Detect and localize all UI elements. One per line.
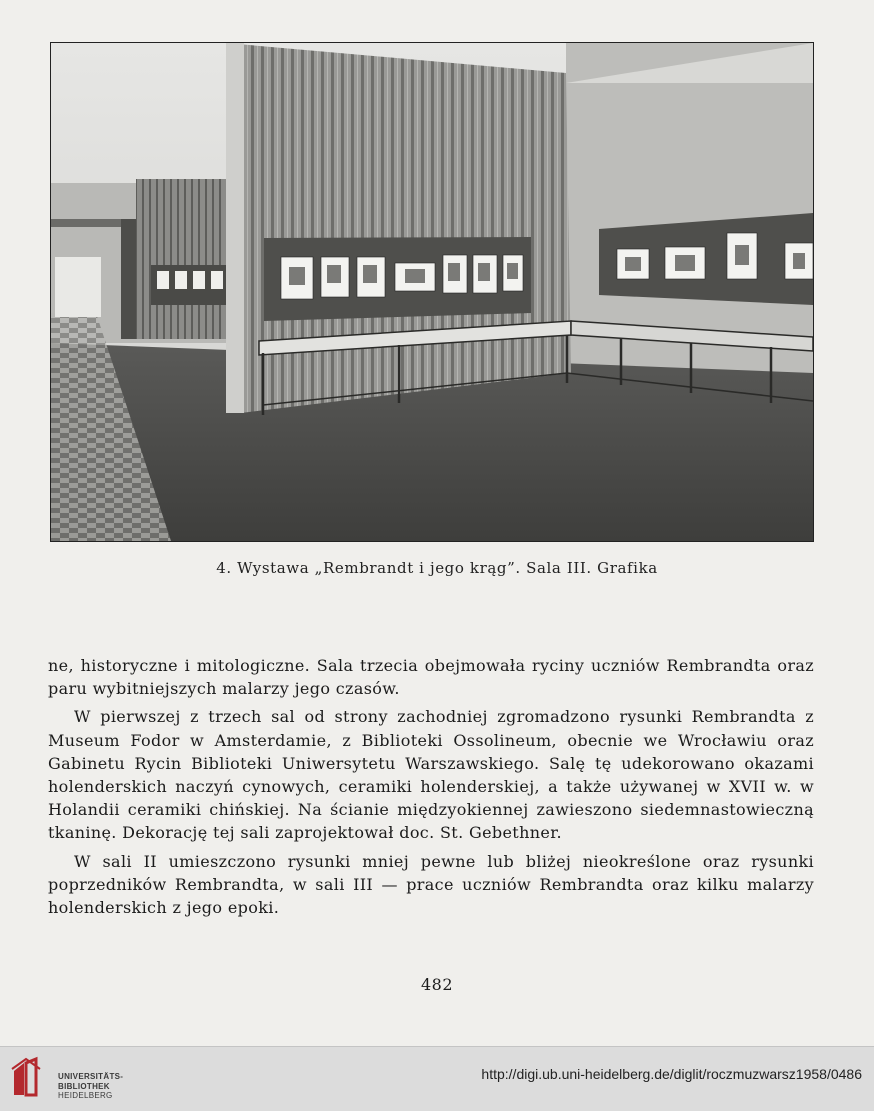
- library-logo[interactable]: [10, 1055, 124, 1103]
- paragraph: ne, historyczne i mitologiczne. Sala trzecia obejmowała ryciny uczniów Rembrandta oraz paru wybitniejszych malarzy jego czasów.: [48, 656, 814, 699]
- library-name-line: UNIVERSITÄTS-: [58, 1072, 124, 1081]
- library-logo-icon: [10, 1055, 44, 1099]
- page-number: 482: [420, 975, 454, 994]
- exhibition-photo: [50, 42, 814, 542]
- paragraph: W pierwszej z trzech sal od strony zachodniej zgromadzono rysunki Rembrandta z Museum Fodor w Amsterdamie, z Biblioteki Ossolineum, obecnie we Wrocławiu oraz Gabinetu Rycin Biblioteki Uniwersytetu Warszawskiego. Salę tę udekorowano okazami holenderskich naczyń cynowych, ceramiki holenderskiej, a także używanej w XVII w. w Holandii ceramiki chińskiej. Na ścianie międzyokiennej zawieszono siedemnastowieczną tkaninę. Dekorację tej sali zaprojektował doc. St. Gebethner.: [48, 707, 814, 843]
- exhibition-photo-drawing: [51, 43, 813, 541]
- figure-caption: 4. Wystawa „Rembrandt i jego krąg”. Sala III. Grafika: [216, 559, 658, 577]
- library-footer: [0, 1046, 874, 1111]
- paragraph: W sali II umieszczono rysunki mniej pewne lub bliżej nieokreślone oraz rysunki poprzedników Rembrandta, w sali III — prace uczniów Rembrandta oraz kilku malarzy holenderskich z jego epoki.: [48, 851, 814, 918]
- library-name-line: HEIDELBERG: [58, 1091, 113, 1100]
- source-url-link[interactable]: http://digi.ub.uni-heidelberg.de/diglit/roczmuzwarsz1958/0486: [481, 1066, 862, 1082]
- body-text: [48, 654, 814, 924]
- library-name: [58, 1072, 123, 1101]
- library-name-line: BIBLIOTHEK: [58, 1081, 110, 1091]
